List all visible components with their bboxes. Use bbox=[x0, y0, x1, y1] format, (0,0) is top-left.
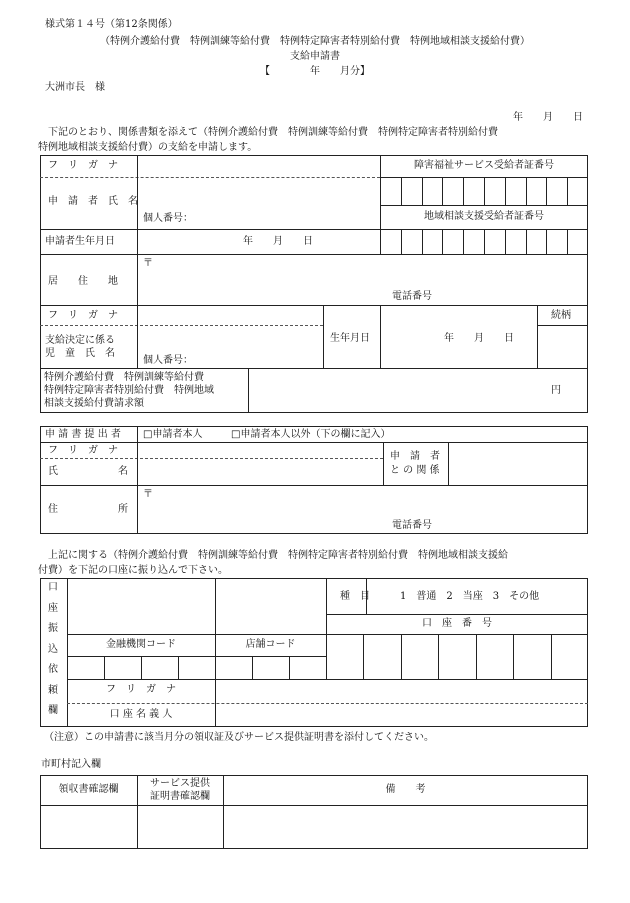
application-date: 年 月 日 bbox=[513, 112, 583, 123]
child-name-label-1: 支給決定に係る bbox=[45, 335, 115, 346]
bank-side-char: 欄 bbox=[48, 705, 58, 716]
intro-line-1: 下記のとおり、関係書類を添えて（特例介護給付費 特例訓練等給付費 特例特定障害者特別給付費 bbox=[38, 127, 498, 138]
digit-divider bbox=[505, 177, 506, 205]
applicant-name-label: 申 請 者 氏 名 bbox=[48, 196, 138, 207]
individual-no-label: 個人番号： bbox=[143, 213, 193, 224]
digit-divider bbox=[463, 177, 464, 205]
furigana-label: フ リ ガ ナ bbox=[48, 160, 118, 171]
digit-divider bbox=[526, 229, 527, 254]
bank-intro-line-2: 付費）を下記の口座に振り込んで下さい。 bbox=[38, 565, 228, 576]
bank-side-char: 振 bbox=[48, 623, 58, 634]
digit-divider bbox=[484, 229, 485, 254]
phone-label: 電話番号 bbox=[392, 291, 432, 302]
submitter-label: 申 請 書 提 出 者 bbox=[45, 429, 121, 440]
form-number: 様式第１４号（第12条関係） bbox=[45, 19, 178, 30]
digit-divider bbox=[422, 229, 423, 254]
digit-divider bbox=[438, 634, 439, 679]
digit-divider bbox=[476, 634, 477, 679]
branch-code-label: 店舗コード bbox=[245, 639, 296, 650]
digit-divider bbox=[505, 229, 506, 254]
period-field: 【 年 月分】 bbox=[260, 66, 370, 77]
holder-furigana-label: フ リ ガ ナ bbox=[106, 684, 176, 695]
submitter-phone-label: 電話番号 bbox=[392, 520, 432, 531]
digit-divider bbox=[401, 177, 402, 205]
claim-label-3: 相談支援給付費請求額 bbox=[44, 398, 144, 409]
submitter-furigana-label: フ リ ガ ナ bbox=[48, 445, 118, 456]
attachment-note: （注意）この申請書に該当月分の領収証及びサービス提供証明書を添付してください。 bbox=[44, 732, 434, 743]
child-birthdate-label: 生年月日 bbox=[330, 333, 370, 344]
service-check-label-2: 証明書確認欄 bbox=[150, 791, 210, 802]
service-check-label-1: サービス提供 bbox=[150, 778, 210, 789]
digit-divider bbox=[363, 634, 364, 679]
bank-side-char: 頼 bbox=[48, 684, 58, 696]
child-birthdate-value[interactable]: 年 月 日 bbox=[444, 333, 514, 344]
residence-label: 居 住 地 bbox=[48, 276, 118, 287]
remarks-label: 備 考 bbox=[385, 784, 426, 795]
form-subtitle: （特例介護給付費 特例訓練等給付費 特例特定障害者特別給付費 特例地域相談支援給付費） bbox=[100, 36, 530, 47]
submitter-address-label: 住 所 bbox=[48, 504, 128, 515]
receipt-check-label: 領収書確認欄 bbox=[58, 784, 119, 795]
submitter-relation-label-2: と の 関 係 bbox=[390, 465, 440, 476]
digit-divider bbox=[422, 177, 423, 205]
child-furigana-label: フ リ ガ ナ bbox=[48, 310, 118, 321]
submitter-name-label: 氏 名 bbox=[48, 466, 128, 477]
bank-side-char: 依 bbox=[48, 664, 58, 675]
postal-mark: 〒 bbox=[143, 258, 153, 269]
municipal-heading: 市町村記入欄 bbox=[41, 759, 101, 770]
account-holder-label: 口 座 名 義 人 bbox=[109, 709, 173, 720]
claim-label-1: 特例介護給付費 特例訓練等給付費 bbox=[44, 372, 204, 383]
digit-divider bbox=[401, 229, 402, 254]
digit-divider bbox=[463, 229, 464, 254]
digit-divider bbox=[546, 229, 547, 254]
digit-divider bbox=[567, 177, 568, 205]
digit-divider bbox=[513, 634, 514, 679]
birthdate-label: 申請者生年月日 bbox=[45, 236, 115, 247]
digit-divider bbox=[526, 177, 527, 205]
service-cert-no-label: 障害福祉サービス受給者証番号 bbox=[414, 160, 554, 171]
digit-divider bbox=[401, 634, 402, 679]
submitter-relation-label-1: 申 請 者 bbox=[390, 451, 440, 462]
child-name-label-2: 児 童 氏 名 bbox=[45, 348, 115, 359]
bank-side-char: 込 bbox=[48, 643, 58, 655]
addressee: 大洲市長 様 bbox=[45, 82, 105, 93]
digit-divider bbox=[442, 229, 443, 254]
option-self-checkbox[interactable]: □申請者本人 bbox=[143, 429, 203, 440]
bank-intro-line-1: 上記に関する（特例介護給付費 特例訓練等給付費 特例特定障害者特別給付費 特例地域相談支援給 bbox=[38, 550, 508, 561]
relation-label: 続柄 bbox=[551, 310, 571, 321]
account-type-options[interactable]: 1 普通 2 当座 3 その他 bbox=[400, 591, 540, 602]
digit-divider bbox=[546, 177, 547, 205]
digit-divider bbox=[551, 634, 552, 679]
child-individual-no-label: 個人番号： bbox=[143, 355, 193, 366]
digit-divider bbox=[567, 229, 568, 254]
digit-divider bbox=[442, 177, 443, 205]
option-other-checkbox[interactable]: □申請者本人以外（下の欄に記入） bbox=[231, 429, 391, 440]
submitter-postal-mark: 〒 bbox=[143, 489, 153, 500]
claim-label-2: 特例特定障害者特別給付費 特例地域 bbox=[44, 385, 214, 396]
birthdate-value[interactable]: 年 月 日 bbox=[243, 236, 313, 247]
account-type-label: 種 目 bbox=[340, 591, 370, 602]
account-number-label: 口 座 番 号 bbox=[422, 618, 492, 629]
bank-code-label: 金融機関コード bbox=[106, 639, 176, 650]
digit-divider bbox=[484, 177, 485, 205]
form-title: 支給申請書 bbox=[290, 51, 340, 62]
intro-line-2: 特例地域相談支援給付費）の支給を申請します。 bbox=[38, 142, 258, 153]
yen-unit: 円 bbox=[551, 385, 561, 396]
bank-side-char: 座 bbox=[48, 602, 58, 614]
regional-cert-no-label: 地域相談支援受給者証番号 bbox=[424, 211, 544, 222]
bank-side-char: 口 bbox=[48, 582, 58, 593]
